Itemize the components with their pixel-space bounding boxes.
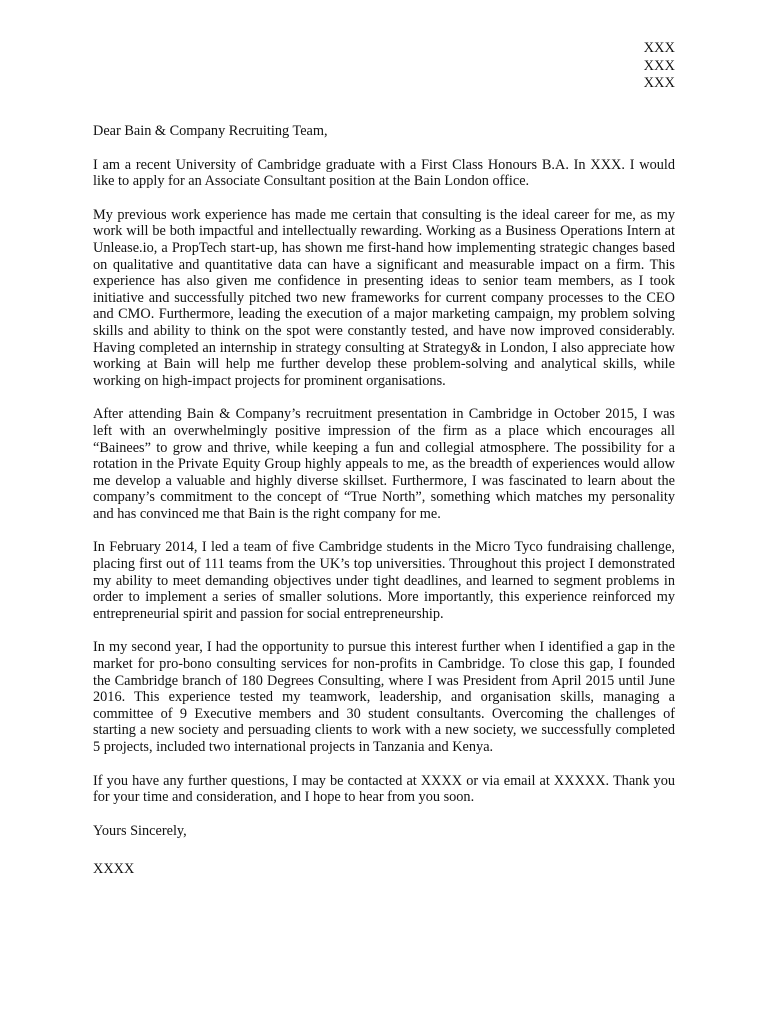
consulting-society-paragraph: In my second year, I had the opportunity to pursue this interest further when I identified a gap in the market for pro-bono consulting services for non-profits in Cambridge. To close this gap, I founded the Cambridge branch of 180 Degrees Consulting, where I was President from April 2015 until June 2016. This experience tested my teamwork, leadership, and organisation skills, managing a committee of 9 Executive members and 30 student consultants. Overcoming the challenges of starting a new society and persuading clients to work with a new society, we successfully completed 5 projects, included two international projects in Tanzania and Kenya.: [93, 639, 675, 755]
contact-paragraph: If you have any further questions, I may be contacted at XXXX or via email at XXXXX. Thank you for your time and consideration, and I hope to hear from you soon.: [93, 772, 675, 806]
address-line: XXX: [643, 57, 675, 74]
signature: XXXX: [93, 861, 135, 878]
closing: Yours Sincerely,: [93, 822, 187, 839]
address-line: XXX: [643, 40, 675, 56]
bain-motivation-paragraph: After attending Bain & Company’s recruitment presentation in Cambridge in October 2015, I was left with an overwhelmingly positive impression of the firm as a place which encourages all “Bainees” to grow and thrive, while keeping a fun and collegial atmosphere. The possibility for a rotation in the Private Equity Group highly appeals to me, as the breadth of experiences would allow me develop a valuable and highly diverse skillset. Furthermore, I was fascinated to learn about the company’s commitment to the concept of “True North”, something which matches my personality and has convinced me that Bain is the right company for me.: [93, 406, 675, 522]
salutation: Dear Bain & Company Recruiting Team,: [93, 123, 328, 139]
letter-body: [93, 123, 675, 895]
intro-paragraph: I am a recent University of Cambridge graduate with a First Class Honours B.A. In XXX. I would like to apply for an Associate Consultant position at the Bain London office.: [93, 156, 675, 190]
work-experience-paragraph: My previous work experience has made me certain that consulting is the ideal career for me, as my work will be both impactful and intellectually rewarding. Working as a Business Operations Intern at Unlease.io, a PropTech start-up, has shown me first-hand how implementing strategic changes based on qualitative and quantitative data can have a significant and measurable impact on a firm. This experience has also given me confidence in presenting ideas to senior team members, as I took initiative and successfully pitched two new frameworks for current company processes to the CEO and CMO. Furthermore, leading the execution of a major marketing campaign, my problem solving skills and ability to think on the spot were constantly tested, and have now improved considerably. Having completed an internship in strategy consulting at Strategy& in London, I also appreciate how working at Bain will help me further develop these problem-solving and analytical skills, while working on high-impact projects for prominent organisations.: [93, 206, 675, 389]
sender-address: [644, 40, 675, 93]
address-line: XXX: [643, 75, 675, 91]
micro-tyco-paragraph: In February 2014, I led a team of five Cambridge students in the Micro Tyco fundraising challenge, placing first out of 111 teams from the UK’s top universities. Throughout this project I demonstrated my ability to meet demanding objectives under tight deadlines, and learned to segment problems in order to implement a series of smaller solutions. More importantly, this experience reinforced my entrepreneurial spirit and passion for social entrepreneurship.: [93, 539, 675, 622]
